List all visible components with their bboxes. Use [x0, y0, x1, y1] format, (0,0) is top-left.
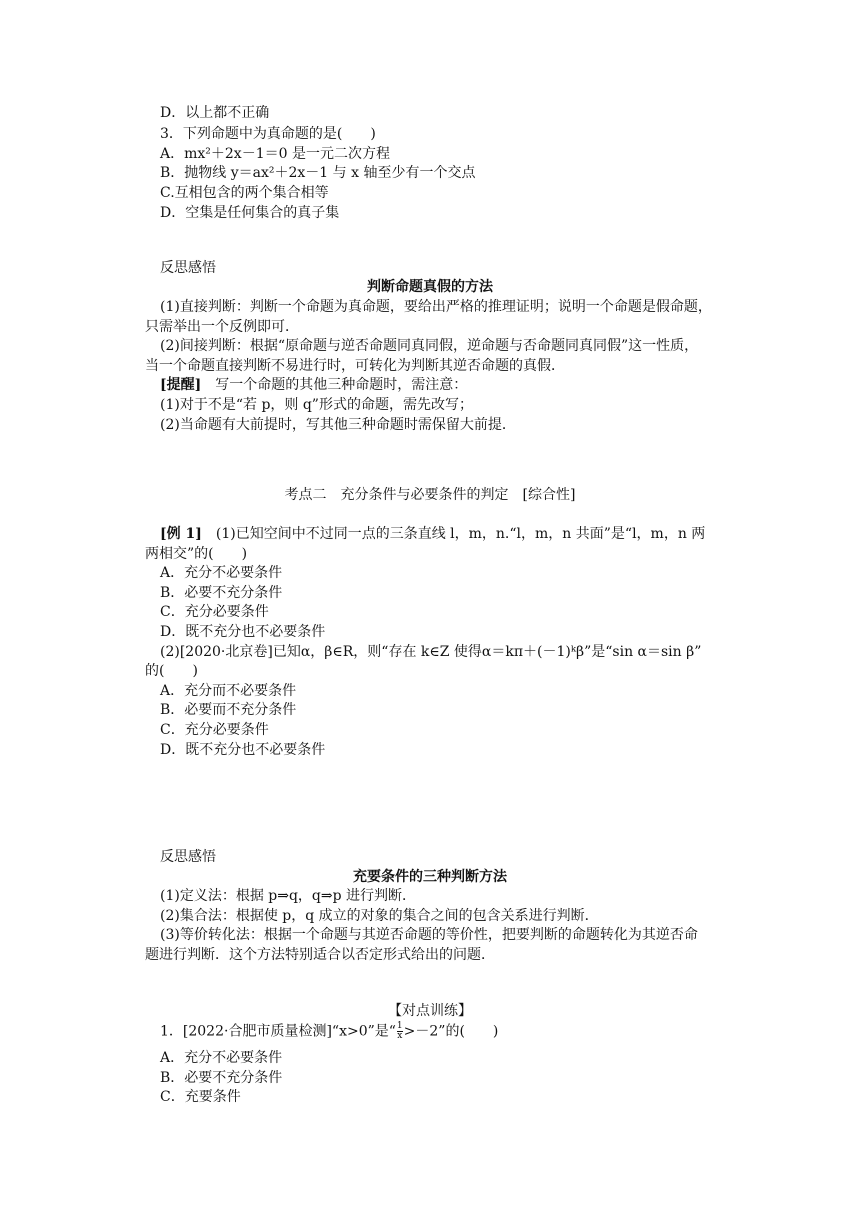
reflection-line: 题进行判断．这个方法特别适合以否定形式给出的问题． — [145, 947, 495, 963]
tip-text: 写一个命题的其他三种命题时，需注意： — [201, 377, 468, 393]
reflection-line: (2)集合法：根据使 p，q 成立的对象的集合之间的包含关系进行判断． — [160, 908, 599, 924]
example-text: (1)已知空间中不过同一点的三条直线 l，m，n.“l，m，n 共面”是“l，m，n 两 — [201, 526, 706, 542]
option-c: C．充要条件 — [160, 1089, 241, 1105]
reflection-label: 反思感悟 — [160, 260, 216, 276]
tip-tag: [提醒] — [160, 377, 202, 393]
option-c: C.互相包含的两个集合相等 — [160, 185, 329, 201]
option-d: D．既不充分也不必要条件 — [160, 742, 326, 758]
reflection-line: 只需举出一个反例即可． — [145, 319, 299, 335]
fraction-denominator: x — [397, 1031, 403, 1041]
fraction — [397, 1022, 403, 1041]
example-part-1-line — [160, 525, 705, 543]
section-title: 考点二 充分条件与必要条件的判定 [综合性] — [284, 487, 576, 503]
reflection-label: 反思感悟 — [160, 849, 216, 865]
option-a: A．充分不必要条件 — [160, 565, 283, 581]
practice-title: 【对点训练】 — [388, 1003, 472, 1019]
option-b: B．必要而不充分条件 — [160, 702, 297, 718]
reflection-line: (2)当命题有大前提时，写其他三种命题时需保留大前提． — [160, 417, 516, 433]
option-d: D．既不充分也不必要条件 — [160, 624, 326, 640]
reflection-line: (1)直接判断：判断一个命题为真命题，要给出严格的推理证明；说明一个命题是假命题， — [160, 299, 712, 315]
option-a: A．mx²＋2x－1＝0 是一元二次方程 — [160, 146, 390, 162]
reflection-line: (3)等价转化法：根据一个命题与其逆否命题的等价性，把要判断的命题转化为其逆否命 — [160, 927, 698, 943]
question-text: >－2”的( ) — [403, 1023, 499, 1040]
option-c: C．充分必要条件 — [160, 604, 269, 620]
option-c: C．充分必要条件 — [160, 722, 269, 738]
example-part-2-line: (2)[2020·北京卷]已知α，β∈R，则“存在 k∈Z 使得α＝kπ＋(－1)ᵏβ”是“sin α＝sin β” — [160, 644, 702, 660]
practice-question-1 — [160, 1022, 498, 1041]
reflection-line: 当一个命题直接判断不易进行时，可转化为判断其逆否命题的真假． — [145, 358, 565, 374]
tip-line — [160, 376, 467, 394]
reflection-line: (1)对于不是“若 p，则 q”形式的命题，需先改写； — [160, 397, 473, 413]
reflection-title: 判断命题真假的方法 — [367, 279, 493, 295]
option-b: B．必要不充分条件 — [160, 585, 283, 601]
option-a: A．充分而不必要条件 — [160, 683, 297, 699]
example-part-1-line: 两相交”的( ) — [145, 546, 248, 562]
question-stem: 3．下列命题中为真命题的是( ) — [160, 126, 376, 142]
reflection-title: 充要条件的三种判断方法 — [353, 869, 507, 885]
example-tag: [例 1] — [160, 526, 202, 542]
reflection-line: (2)间接判断：根据“原命题与逆否命题同真同假，逆命题与否命题同真同假”这一性质， — [160, 338, 699, 354]
q2-option-d: D．以上都不正确 — [160, 105, 270, 121]
option-b: B．抛物线 y＝ax²＋2x－1 与 x 轴至少有一个交点 — [160, 165, 476, 181]
question-text: 1．[2022·合肥市质量检测]“x>0”是“ — [160, 1023, 396, 1040]
fraction-numerator: 1 — [396, 1021, 403, 1031]
option-b: B．必要不充分条件 — [160, 1070, 283, 1086]
reflection-line: (1)定义法：根据 p⇒q，q⇒p 进行判断． — [160, 888, 417, 904]
option-a: A．充分不必要条件 — [160, 1050, 283, 1066]
example-part-2-line: 的( ) — [145, 663, 198, 679]
option-d: D．空集是任何集合的真子集 — [160, 205, 340, 221]
